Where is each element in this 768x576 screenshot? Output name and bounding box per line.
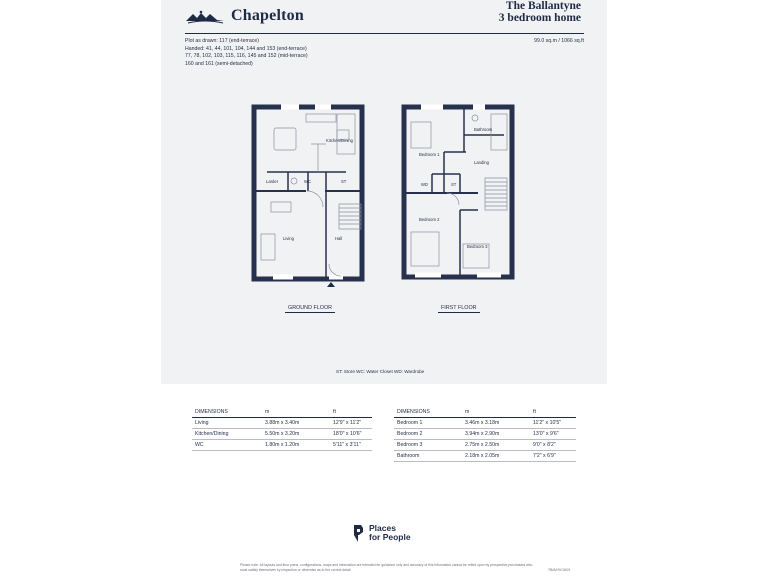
- table-row: [192, 418, 372, 429]
- plot-line-2: Handed: 41, 44, 101, 104, 144 and 153 (end-terrace): [185, 45, 307, 52]
- table-row: [394, 451, 576, 462]
- disclaimer-text: Please note: All layouts and floor plans, configurations, maps and information are intended for guidance only and accuracy of this information cannot be relied upon by prospective purchasers who must satisfy themselves by inspection or otherwise as to the correct detail.: [240, 563, 533, 572]
- room-wardrobe: WD: [421, 182, 428, 187]
- room-name: Kitchen/Dining: [192, 429, 262, 440]
- header-dimensions: DIMENSIONS: [394, 407, 462, 418]
- footer-brand-line-1: Places: [369, 523, 396, 533]
- room-name: Bathroom: [394, 451, 462, 462]
- table-header-row: [394, 407, 576, 418]
- header-feet: ft: [530, 407, 576, 418]
- room-metres: 2.75m x 2.50m: [462, 440, 530, 451]
- plot-line-1: Plot as drawn: 117 (end-terrace): [185, 38, 260, 44]
- abbreviation-legend: ST: Store WC: Water Closet WD: Wardrobe: [336, 369, 425, 374]
- room-name: Bedroom 1: [394, 418, 462, 429]
- room-feet: 13'0" x 9'6": [530, 429, 576, 440]
- room-landing: Landing: [474, 160, 489, 165]
- chapelton-logo: [185, 7, 304, 25]
- header-metres: m: [462, 407, 530, 418]
- header-metres: m: [262, 407, 330, 418]
- room-bedroom-3: Bedroom 3: [467, 244, 488, 249]
- room-bedroom-2: Bedroom 2: [419, 217, 440, 222]
- house-name: The Ballantyne: [505, 0, 581, 12]
- room-hall: Hall: [335, 236, 343, 241]
- room-name: Living: [192, 418, 262, 429]
- table-row: [394, 418, 576, 429]
- table-header-row: [192, 407, 372, 418]
- room-name: Bedroom 2: [394, 429, 462, 440]
- room-bedroom-1: Bedroom 1: [419, 152, 440, 157]
- entrance-arrow-icon: [327, 282, 335, 287]
- dimensions-table-left: [192, 407, 372, 451]
- room-store: ST: [451, 182, 457, 187]
- plot-line-4: 160 and 161 (semi-detached): [185, 60, 253, 67]
- plot-line-3: 77, 78, 102, 103, 115, 116, 145 and 152 (mid-terrace): [185, 53, 308, 60]
- room-feet: 11'2" x 10'5": [530, 418, 576, 429]
- room-feet: 7'2" x 6'9": [530, 451, 576, 462]
- first-floor-label: FIRST FLOOR: [438, 305, 480, 313]
- room-metres: 5.50m x 3.20m: [262, 429, 330, 440]
- dimensions-table-right: [394, 407, 576, 462]
- room-larder: Larder: [266, 179, 279, 184]
- room-kitchen-dining: Kitchen/Dining: [326, 138, 354, 143]
- footer-brand-line-2: for People: [369, 532, 411, 542]
- room-feet: 12'9" x 11'2": [330, 418, 372, 429]
- room-feet: 9'0" x 8'2": [530, 440, 576, 451]
- room-feet: 5'11" x 3'11": [330, 440, 372, 451]
- header-rule: [185, 33, 584, 34]
- room-metres: 3.46m x 3.18m: [462, 418, 530, 429]
- room-metres: 3.94m x 2.90m: [462, 429, 530, 440]
- room-feet: 18'0" x 10'6": [330, 429, 372, 440]
- house-title: [499, 0, 581, 24]
- room-metres: 3.88m x 3.40m: [262, 418, 330, 429]
- floor-area: 99.0 sq.m / 1066 sq.ft: [534, 38, 584, 44]
- table-row: [394, 429, 576, 440]
- chapelton-emblem-icon: [185, 8, 225, 24]
- room-name: WC: [192, 440, 262, 451]
- room-bathroom: Bathroom: [474, 127, 493, 132]
- places-for-people-emblem-icon: [352, 523, 364, 543]
- first-floor-plan: [401, 104, 517, 280]
- table-row: [192, 440, 372, 451]
- header-feet: ft: [330, 407, 372, 418]
- table-row: [394, 440, 576, 451]
- document-reference: TB/A/HV/18/21: [548, 568, 571, 572]
- places-for-people-logo: [352, 523, 411, 543]
- room-name: Bedroom 3: [394, 440, 462, 451]
- ground-floor-plan: [251, 104, 367, 290]
- room-wc: WC: [304, 179, 311, 184]
- plot-info: [185, 38, 308, 68]
- room-metres: 2.18m x 2.05m: [462, 451, 530, 462]
- room-living: Living: [283, 236, 294, 241]
- brand-name: Chapelton: [231, 7, 304, 24]
- ground-floor-label: GROUND FLOOR: [285, 305, 335, 313]
- house-type: 3 bedroom home: [498, 12, 581, 24]
- header-dimensions: DIMENSIONS: [192, 407, 262, 418]
- room-metres: 1.80m x 1.20m: [262, 440, 330, 451]
- brochure-sheet: [161, 0, 607, 384]
- room-store: ST: [341, 179, 347, 184]
- table-row: [192, 429, 372, 440]
